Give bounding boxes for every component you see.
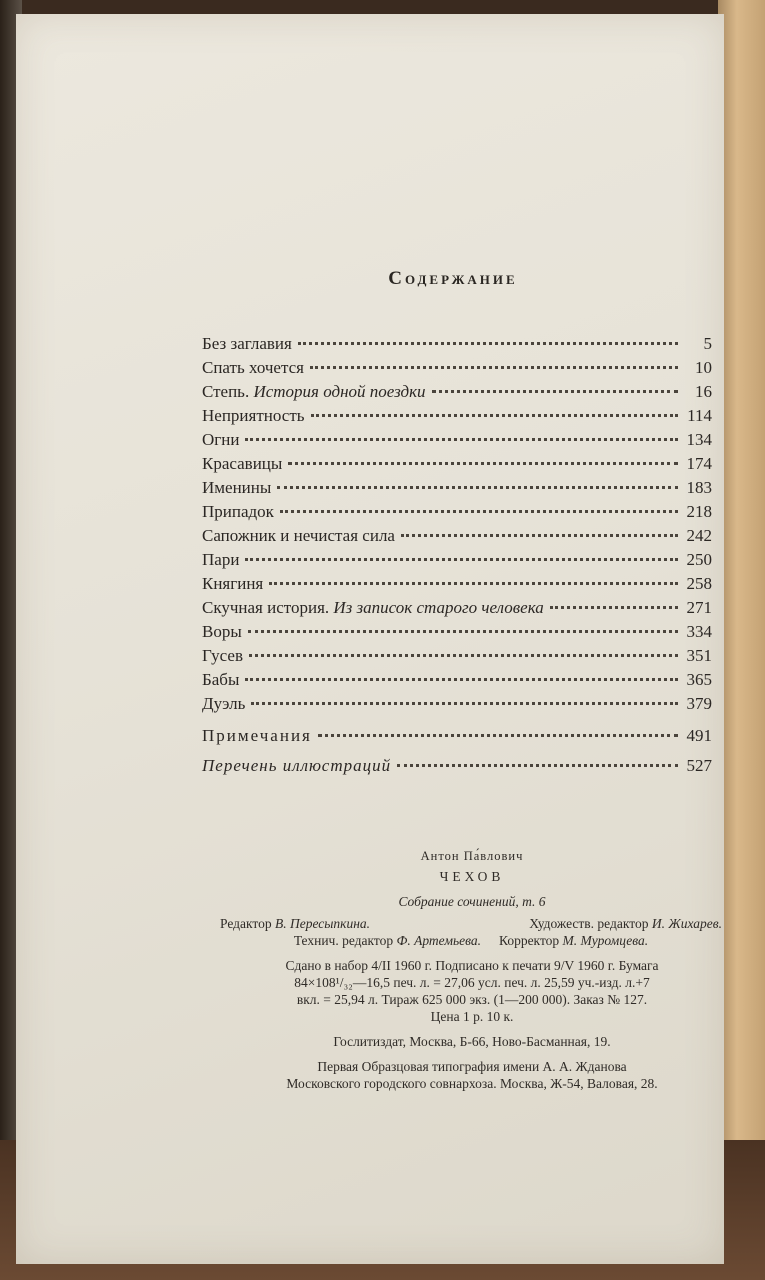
toc-entry-title	[202, 382, 426, 402]
dot-leader	[249, 654, 678, 657]
dot-leader	[248, 630, 678, 633]
toc-page-number: 351	[686, 646, 712, 665]
toc-entry	[202, 670, 712, 694]
print-details	[212, 957, 732, 1025]
toc-title-text: Огни	[202, 430, 240, 449]
toc-page-number: 134	[686, 430, 712, 449]
dot-leader	[432, 390, 678, 393]
dot-leader	[298, 342, 678, 345]
toc-title-text: Пари	[202, 550, 240, 569]
editor-label: Редактор	[220, 916, 272, 931]
price: Цена 1 р. 10 к.	[430, 1009, 514, 1024]
tech-row	[212, 932, 732, 949]
printer-info	[212, 1058, 732, 1092]
table-of-contents	[202, 334, 712, 780]
toc-entry	[202, 334, 712, 358]
toc-page-number: 379	[686, 694, 712, 713]
dot-leader	[245, 678, 678, 681]
author-first-names: Антон Па́влович	[420, 849, 524, 863]
toc-page-number: 174	[686, 454, 712, 473]
publisher-address: Гослитиздат, Москва, Б-66, Ново-Басманная, 19.	[333, 1034, 611, 1049]
toc-title-text: Припадок	[202, 502, 274, 521]
page-title: Содержание	[388, 268, 518, 289]
dot-leader	[269, 582, 678, 585]
dot-leader	[288, 462, 678, 465]
printer-line-1: Первая Образцовая типография имени А. А. Жданова	[317, 1059, 627, 1074]
art-editor-credit	[529, 915, 722, 932]
toc-entry	[202, 382, 712, 406]
toc-title-text: Бабы	[202, 670, 240, 689]
toc-page-number: 183	[686, 478, 712, 497]
toc-entry-illustrations	[202, 756, 712, 780]
dot-leader	[311, 414, 678, 417]
toc-entry	[202, 526, 712, 550]
book-page	[16, 14, 724, 1264]
toc-title-text: Без заглавия	[202, 334, 292, 353]
toc-page-number: 527	[686, 756, 712, 775]
toc-entry	[202, 430, 712, 454]
dot-leader	[310, 366, 678, 369]
toc-title-text: Неприятность	[202, 406, 305, 425]
toc-entry-title	[202, 622, 242, 642]
dot-leader	[245, 438, 678, 441]
toc-page-number: 10	[695, 358, 712, 377]
toc-title-text: Перечень иллюстраций	[202, 756, 392, 775]
toc-entry-title	[202, 550, 239, 570]
toc-entry	[202, 598, 712, 622]
toc-entry	[202, 574, 712, 598]
toc-title-text: Примечания	[202, 726, 312, 745]
art-editor-name: И. Жихарев.	[651, 916, 722, 931]
dot-leader	[251, 702, 678, 705]
toc-entry	[202, 454, 712, 478]
toc-page-number: 218	[686, 502, 712, 521]
toc-entry	[202, 550, 712, 574]
corrector-name: М. Муромцева.	[562, 933, 649, 948]
toc-page-number: 114	[687, 406, 712, 425]
toc-entry-title	[202, 670, 239, 690]
editor-credit	[220, 915, 370, 932]
toc-title-text: Спать хочется	[202, 358, 304, 377]
toc-page-number: 242	[686, 526, 712, 545]
toc-entry-title	[202, 406, 305, 426]
toc-entry	[202, 478, 712, 502]
toc-entry-title	[202, 454, 282, 474]
toc-entry-title	[202, 526, 395, 546]
printer-line-2: Московского городского совнархоза. Москва, Ж-54, Валовая, 28.	[286, 1076, 658, 1091]
toc-entry	[202, 406, 712, 430]
author-surname: ЧЕХОВ	[439, 869, 505, 884]
corrector-credit	[499, 932, 648, 949]
dot-leader	[550, 606, 678, 609]
dot-leader	[280, 510, 678, 513]
tech-editor-name: Ф. Артемьева.	[396, 933, 481, 948]
toc-entry	[202, 622, 712, 646]
toc-entry-title	[202, 334, 292, 354]
toc-page-number: 491	[686, 726, 712, 745]
toc-entry	[202, 358, 712, 382]
toc-title-text: Сапожник и нечистая сила	[202, 526, 395, 545]
editors-row	[212, 915, 732, 932]
toc-entry-title	[202, 756, 391, 776]
toc-title-text: Красавицы	[202, 454, 283, 473]
toc-entry-title	[202, 358, 304, 378]
toc-page-number: 16	[695, 382, 712, 401]
toc-entry-title	[202, 430, 239, 450]
toc-subtitle-text: Из записок старого человека	[333, 598, 544, 617]
toc-entry-title	[202, 726, 312, 746]
print-line-3: вкл. = 25,94 л. Тираж 625 000 экз. (1—200 000). Заказ № 127.	[296, 992, 648, 1007]
print-line-2: 84×108¹/₃₂—16,5 печ. л. = 27,06 усл. печ. л. 25,59 уч.-изд. л.+7	[294, 975, 650, 990]
toc-entry-title	[202, 646, 243, 666]
toc-entry	[202, 646, 712, 670]
toc-page-number: 5	[703, 334, 712, 353]
dot-leader	[277, 486, 678, 489]
dot-leader	[401, 534, 678, 537]
imprint-block	[212, 848, 732, 1092]
toc-page-number: 334	[686, 622, 712, 641]
art-editor-label: Художеств. редактор	[529, 916, 649, 931]
dot-leader	[397, 764, 678, 767]
collection-title: Собрание сочинений, т. 6	[398, 894, 546, 909]
toc-entry-title	[202, 502, 274, 522]
toc-page-number: 365	[686, 670, 712, 689]
toc-entry	[202, 502, 712, 526]
toc-subtitle-text: История одной поездки	[253, 382, 426, 401]
toc-title-text: Княгиня	[202, 574, 264, 593]
toc-entry-title	[202, 574, 263, 594]
toc-entry-notes	[202, 726, 712, 756]
toc-title-text: Степь.	[202, 382, 254, 401]
toc-page-number: 250	[686, 550, 712, 569]
dot-leader	[245, 558, 678, 561]
toc-title-text: Дуэль	[202, 694, 246, 713]
toc-title-text: Скучная история.	[202, 598, 334, 617]
toc-title-text: Гусев	[202, 646, 244, 665]
editor-name: В. Пересыпкина.	[274, 916, 371, 931]
dot-leader	[318, 734, 678, 737]
corrector-label: Корректор	[498, 933, 560, 948]
tech-editor-credit	[294, 932, 481, 949]
print-line-1: Сдано в набор 4/II 1960 г. Подписано к печати 9/V 1960 г. Бумага	[285, 958, 659, 973]
toc-title-text: Именины	[202, 478, 272, 497]
toc-page-number: 258	[686, 574, 712, 593]
toc-entry-title	[202, 598, 544, 618]
toc-entry	[202, 694, 712, 718]
toc-page-number: 271	[686, 598, 712, 617]
tech-editor-label: Технич. редактор	[293, 933, 394, 948]
toc-entry-title	[202, 478, 271, 498]
toc-title-text: Воры	[202, 622, 242, 641]
toc-entry-title	[202, 694, 245, 714]
